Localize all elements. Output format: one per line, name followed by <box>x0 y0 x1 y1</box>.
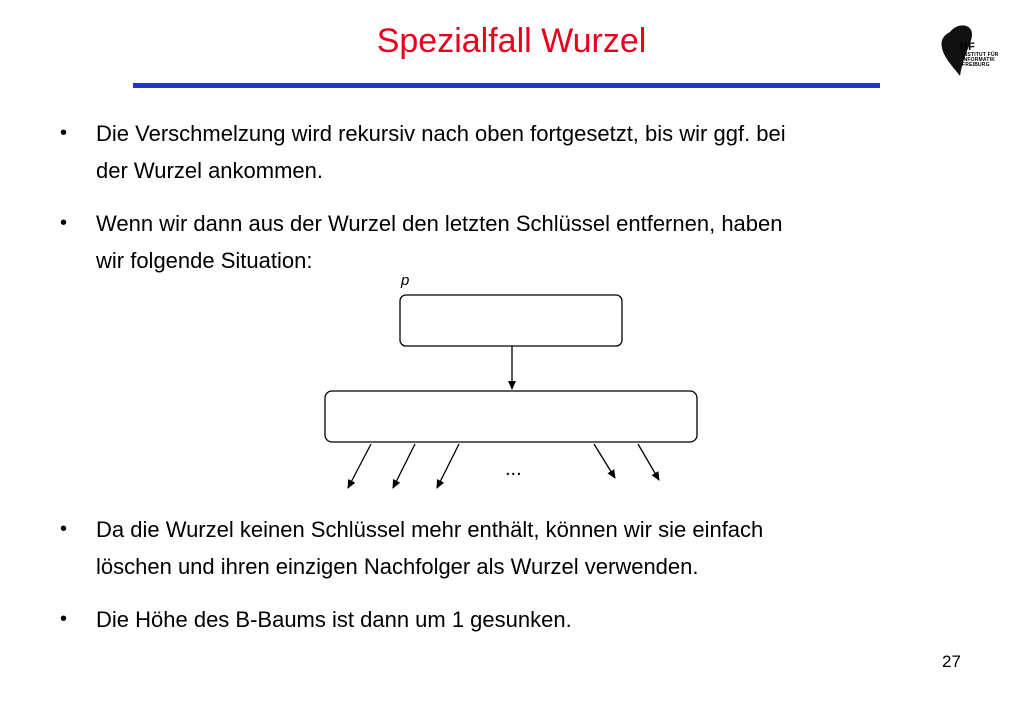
subtree-arrow-3 <box>437 444 459 488</box>
subtree-arrow-4 <box>594 444 615 478</box>
root-pointer-label: p <box>401 272 410 289</box>
subtree-arrow-1 <box>348 444 371 488</box>
child-node <box>325 391 697 442</box>
bullet-marker: • <box>60 122 68 144</box>
slide-title: Spezialfall Wurzel <box>376 22 647 60</box>
logo-line-3: FREIBURG <box>962 62 990 68</box>
bullet-4-line-1: Die Höhe des B-Baums ist dann um 1 gesunken. <box>96 607 572 632</box>
bullet-3-line-1: Da die Wurzel keinen Schlüssel mehr enthält, können wir sie einfach <box>96 517 764 542</box>
bullet-marker: • <box>60 212 68 234</box>
logo-mark: IIF <box>960 41 976 53</box>
bullet-marker: • <box>60 518 68 540</box>
subtree-arrow-5 <box>638 444 659 480</box>
bullet-1-line-2: der Wurzel ankommen. <box>96 158 324 183</box>
page-number: 27 <box>942 652 961 671</box>
subtree-arrow-2 <box>393 444 415 488</box>
bullet-2-line-2: wir folgende Situation: <box>96 248 313 273</box>
root-node <box>400 295 622 346</box>
bullet-1-line-1: Die Verschmelzung wird rekursiv nach oben fortgesetzt, bis wir ggf. bei <box>96 121 786 146</box>
bullet-3-line-2: löschen und ihren einzigen Nachfolger als Wurzel verwenden. <box>96 554 699 579</box>
logo-line-2: INFORMATIK <box>962 57 996 63</box>
logo-line-1: INSTITUT FÜR <box>962 52 999 58</box>
bullet-marker: • <box>60 608 68 630</box>
more-subtrees-ellipsis: ... <box>505 458 522 480</box>
bullet-2-line-1: Wenn wir dann aus der Wurzel den letzten Schlüssel entfernen, haben <box>96 211 783 236</box>
